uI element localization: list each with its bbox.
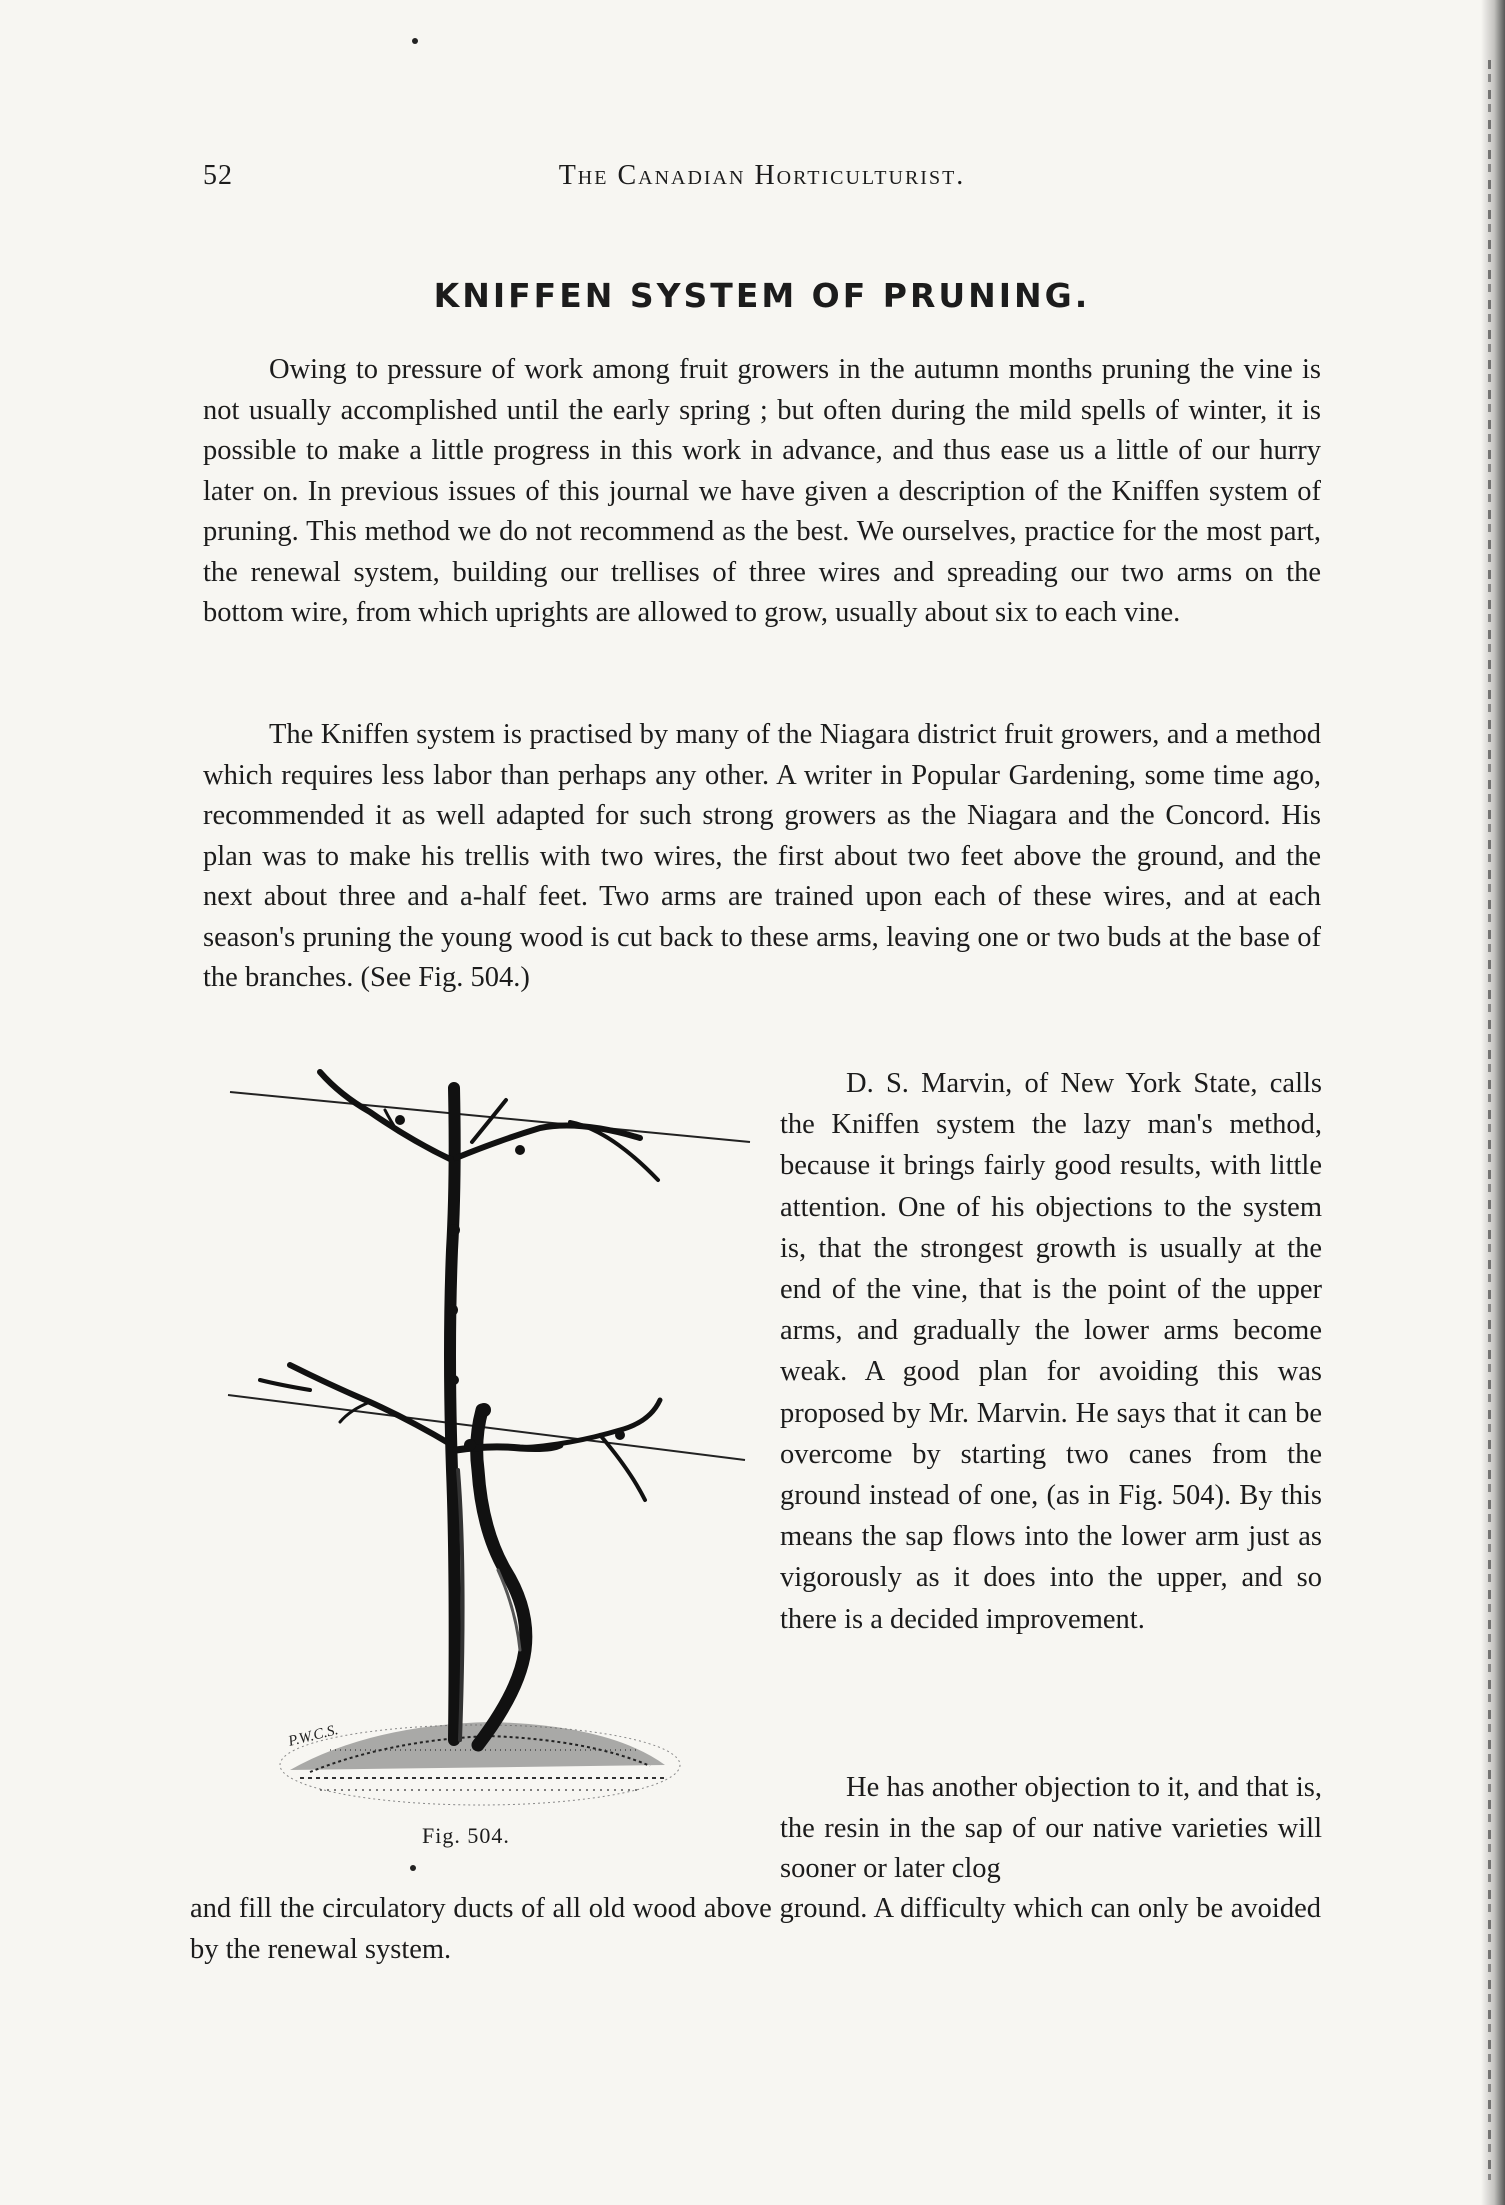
article-paragraph: Owing to pressure of work among fruit growers in the autumn months pruning the vine is not usually accomplished until the early spring ; but often during the mild spells of winter, it is possible to make a little progress in this work in advance, and thus ease us a little of our hurry later on. In previous issues of this journal we have given a description of the Kniffen system of pruning. This method we do not recommend as the best. We ourselves, practice for the most part, the renewal system, building our trellises of three wires and spreading our two arms on the bottom wire, from which uprights are allowed to grow, usually about six to each vine.	[203, 354, 1321, 628]
scan-edge-shadow	[1481, 0, 1505, 2205]
article-paragraph: The Kniffen system is practised by many of the Niagara district fruit growers, and a method which requires less labor than perhaps any other. A writer in Popular Gardening, some time ago, recommended it as well adapted for such strong growers as the Niagara and the Concord. His plan was to make his trellis with two wires, the first about two feet above the ground, and the next about three and a-half feet. Two arms are trained upon each of these wires, and at each season's pruning the young wood is cut back to these arms, leaving one or two buds at the base of the branches. (See Fig. 504.)	[203, 719, 1321, 993]
figure-504	[220, 1050, 760, 1848]
article-paragraph: D. S. Marvin, of New York State, calls the Kniffen system the lazy man's method, because it brings fairly good results, with little attention. One of his objections to the system is, that the strongest growth is usually at the end of the vine, that is the point of the upper arms, and gradually the lower arms become weak. A good plan for avoiding this was proposed by Mr. Marvin. He says that it can be overcome by starting two canes from the ground instead of one, (as in Fig. 504). By this means the sap flows into the lower arm just as vigorously as it does into the upper, and so there is a decided improvement.	[780, 1068, 1322, 1635]
article-title: KNIFFEN SYSTEM OF PRUNING.	[433, 276, 1091, 315]
grapevine-illustration	[220, 1050, 760, 1830]
running-head	[203, 160, 1321, 200]
page-number: 52	[203, 160, 233, 191]
journal-title: The Canadian Horticulturist.	[558, 160, 966, 191]
engraver-signature: P.W.C.S.	[286, 1722, 340, 1750]
scan-edge-artifact	[1488, 60, 1491, 2180]
article-paragraph: He has another objection to it, and that is, the resin in the sap of our native varieties will sooner or later clog	[780, 1772, 1322, 1884]
upper-arms	[320, 1072, 658, 1180]
vine-buds	[395, 1115, 625, 1451]
figure-caption: Fig. 504.	[422, 1823, 510, 1848]
stray-ink-dot	[412, 38, 418, 44]
vine-trunk	[450, 1088, 526, 1745]
stray-ink-dot	[410, 1865, 416, 1871]
article-paragraph: and fill the circulatory ducts of all old wood above ground. A difficulty which can only be avoided by the renewal system.	[190, 1893, 1321, 1965]
